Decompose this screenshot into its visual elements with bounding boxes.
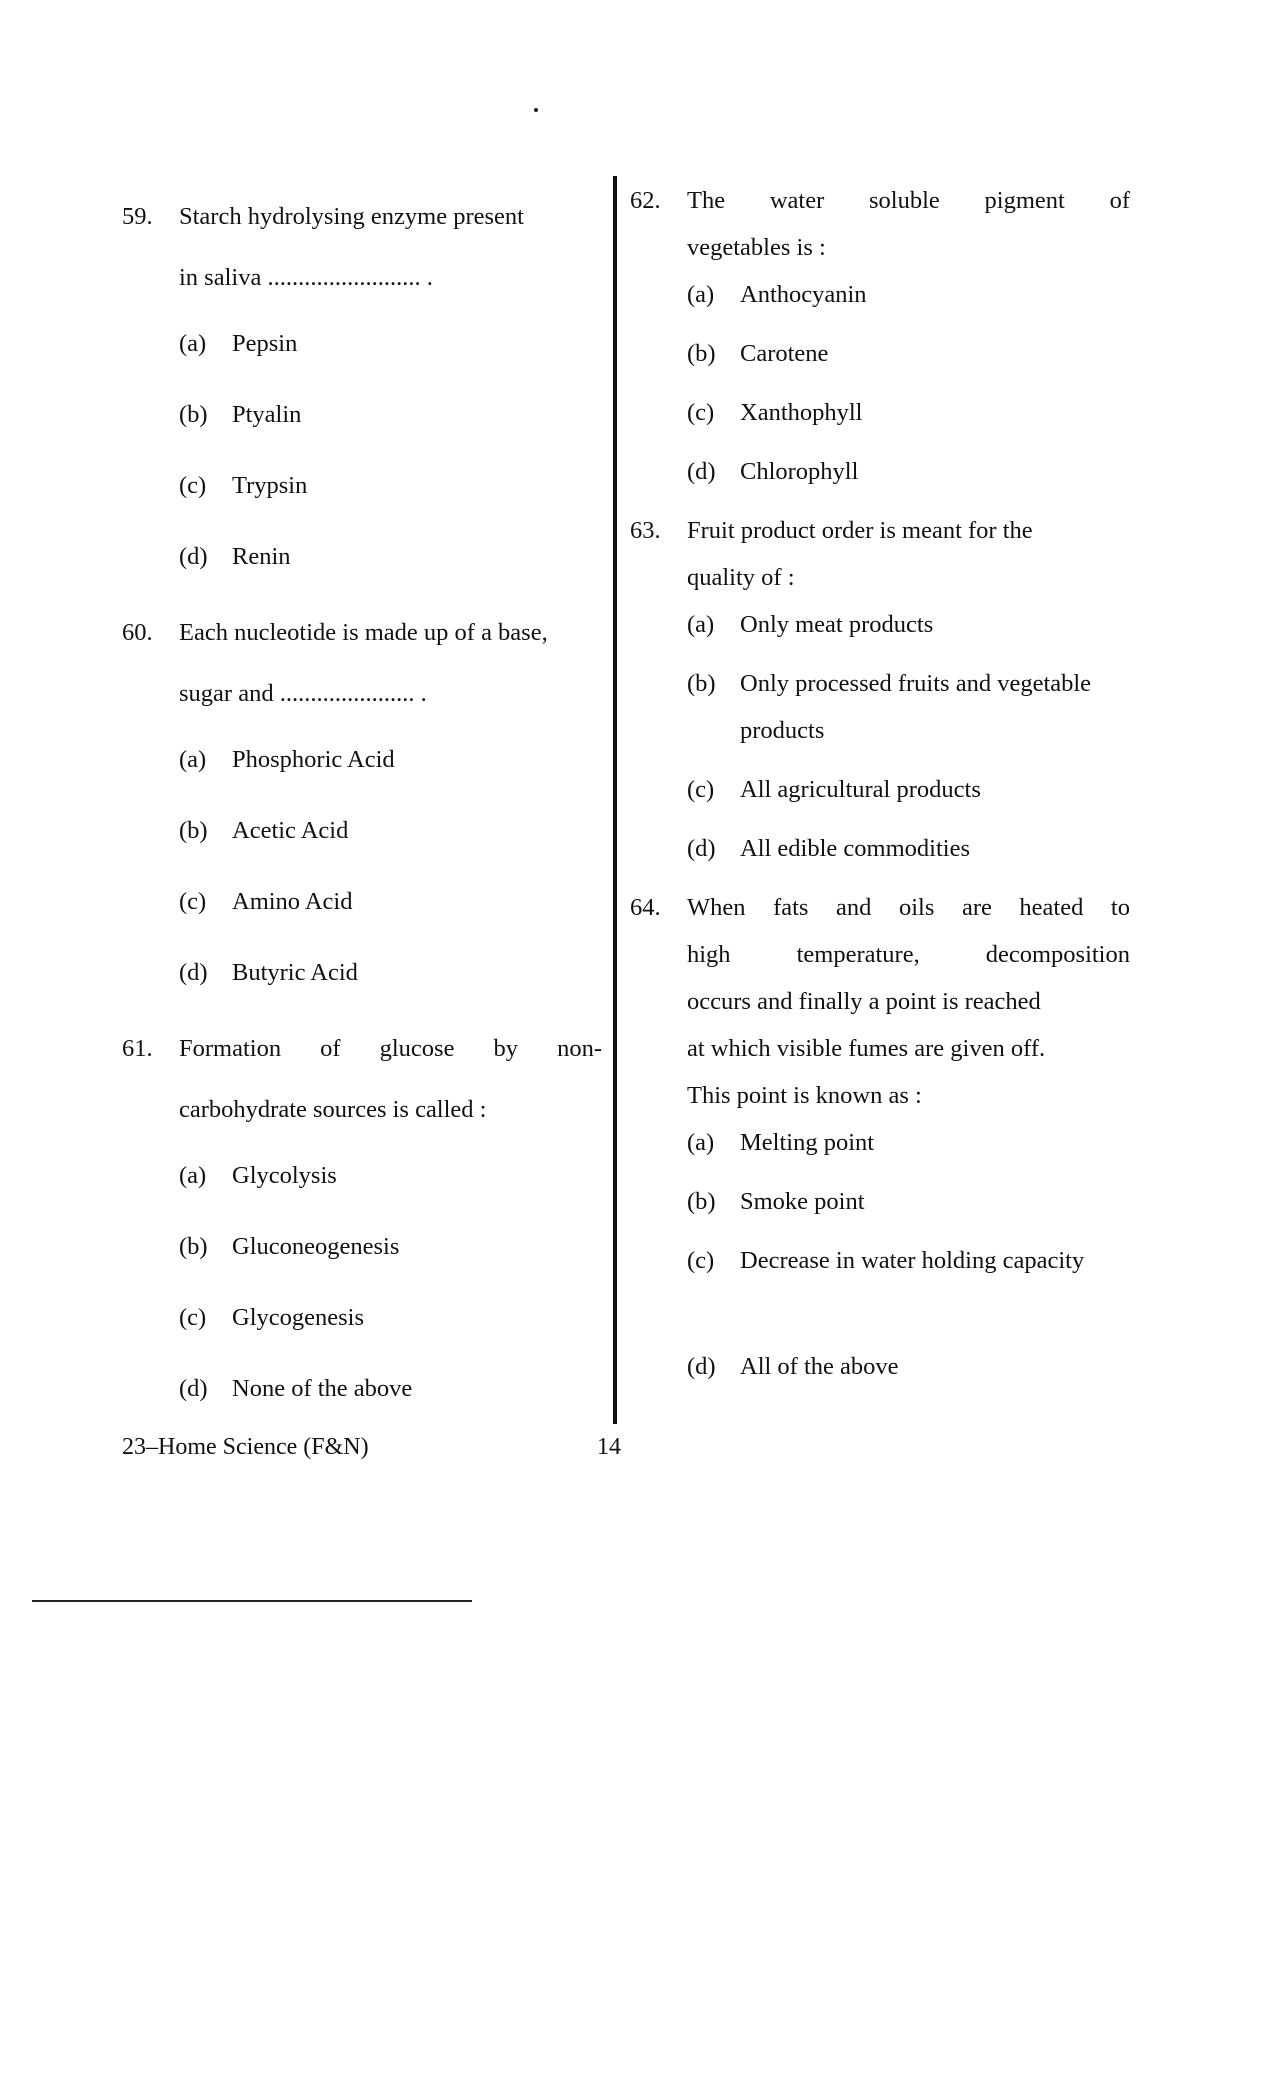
option-text: Gluconeogenesis [232,1233,400,1260]
option-letter: (d) [687,1353,716,1380]
question-stem [687,177,1130,271]
option-c [687,1237,1130,1343]
option-letter: (a) [179,330,207,357]
option-text: Carotene [740,340,829,367]
option-text: All of the above [740,1353,899,1380]
option-text: Smoke point [740,1188,865,1215]
option-text: Acetic Acid [232,817,349,844]
stem-line: This point is known as : [687,1082,922,1109]
print-speck [534,108,538,112]
paper-code: 23–Home Science (F&N) [122,1434,369,1460]
option-text: All edible commodities [740,835,970,862]
question-number: 64. [630,894,661,921]
option-letter: (b) [687,340,716,367]
option-letter: (b) [687,1188,716,1215]
option-text: Pepsin [232,330,298,357]
option-letter: (c) [687,1247,715,1274]
option-letter: (a) [179,1162,207,1189]
option-letter: (a) [687,281,715,308]
stem-line: When fats and oils are heated to [687,894,1130,921]
option-letter: (d) [179,1375,208,1402]
option-a [687,601,1130,660]
option-text: Only meat products [740,611,934,638]
stem-line: in saliva ......................... . [179,264,433,291]
option-d [179,1353,602,1424]
stem-line: vegetables is : [687,234,826,261]
option-c [687,766,1130,825]
question-number: 62. [630,187,661,214]
question-stem [179,186,602,308]
option-text: Xanthophyll [740,399,863,426]
option-a [179,724,602,795]
option-c [179,450,602,521]
option-letter: (d) [687,835,716,862]
option-a [687,271,1130,330]
option-text: Phosphoric Acid [232,746,395,773]
option-d [179,937,602,1008]
stem-line: Starch hydrolysing enzyme present [179,203,524,230]
question-stem [687,884,1130,1119]
option-letter: (c) [179,888,207,915]
option-text: Renin [232,543,291,570]
question-60 [122,602,602,1008]
option-text: Only processed fruits and vegetable products [740,670,1092,744]
stem-line: The water soluble pigment of [687,187,1130,214]
option-text: Decrease in water holding capacity [740,1247,1085,1274]
option-c [687,389,1130,448]
option-text: Melting point [740,1129,875,1156]
question-number: 61. [122,1035,153,1062]
option-letter: (c) [179,1304,207,1331]
option-text: Glycogenesis [232,1304,364,1331]
option-text: All agricultural products [740,776,981,803]
option-d [687,825,1130,884]
page-number: 14 [597,1434,621,1460]
stem-line: sugar and ...................... . [179,680,427,707]
option-text: Ptyalin [232,401,302,428]
option-letter: (b) [179,401,208,428]
option-text: Amino Acid [232,888,353,915]
stem-line: Fruit product order is meant for the [687,517,1033,544]
option-b [179,1211,602,1282]
option-c [179,1282,602,1353]
stem-line: occurs and finally a point is reached [687,988,1041,1015]
question-number: 63. [630,517,661,544]
question-stem [179,1018,602,1140]
option-letter: (a) [687,611,715,638]
option-letter: (d) [687,458,716,485]
page-rule [32,1600,472,1602]
option-letter: (b) [179,1233,208,1260]
option-b [687,1178,1130,1237]
option-letter: (b) [687,670,716,697]
option-letter: (c) [179,472,207,499]
option-letter: (c) [687,776,715,803]
option-a [687,1119,1130,1178]
option-letter: (a) [179,746,207,773]
stem-line: at which visible fumes are given off. [687,1035,1046,1062]
stem-line: Formation of glucose by non- [179,1035,602,1062]
option-text: Anthocyanin [740,281,867,308]
option-d [687,448,1130,507]
option-letter: (c) [687,399,715,426]
option-text: Chlorophyll [740,458,859,485]
option-b [179,795,602,866]
option-d [687,1343,1130,1402]
option-text: Butyric Acid [232,959,358,986]
option-c [179,866,602,937]
option-text: None of the above [232,1375,413,1402]
question-stem [179,602,602,724]
left-column [122,186,602,1434]
column-divider [613,176,617,1424]
option-b [687,330,1130,389]
option-b [687,660,1130,766]
option-a [179,1140,602,1211]
stem-line: carbohydrate sources is called : [179,1096,487,1123]
option-letter: (a) [687,1129,715,1156]
question-62 [630,177,1130,507]
stem-line: quality of : [687,564,795,591]
option-letter: (b) [179,817,208,844]
question-63 [630,507,1130,884]
stem-line: high temperature, decomposition [687,941,1130,968]
option-b [179,379,602,450]
option-a [179,308,602,379]
option-letter: (d) [179,959,208,986]
question-number: 59. [122,203,153,230]
question-stem [687,507,1130,601]
right-column [630,177,1130,1402]
option-text: Glycolysis [232,1162,337,1189]
question-61 [122,1018,602,1424]
question-number: 60. [122,619,153,646]
option-letter: (d) [179,543,208,570]
option-text: Trypsin [232,472,308,499]
stem-line: Each nucleotide is made up of a base, [179,619,548,646]
option-d [179,521,602,592]
question-59 [122,186,602,592]
question-64 [630,884,1130,1402]
